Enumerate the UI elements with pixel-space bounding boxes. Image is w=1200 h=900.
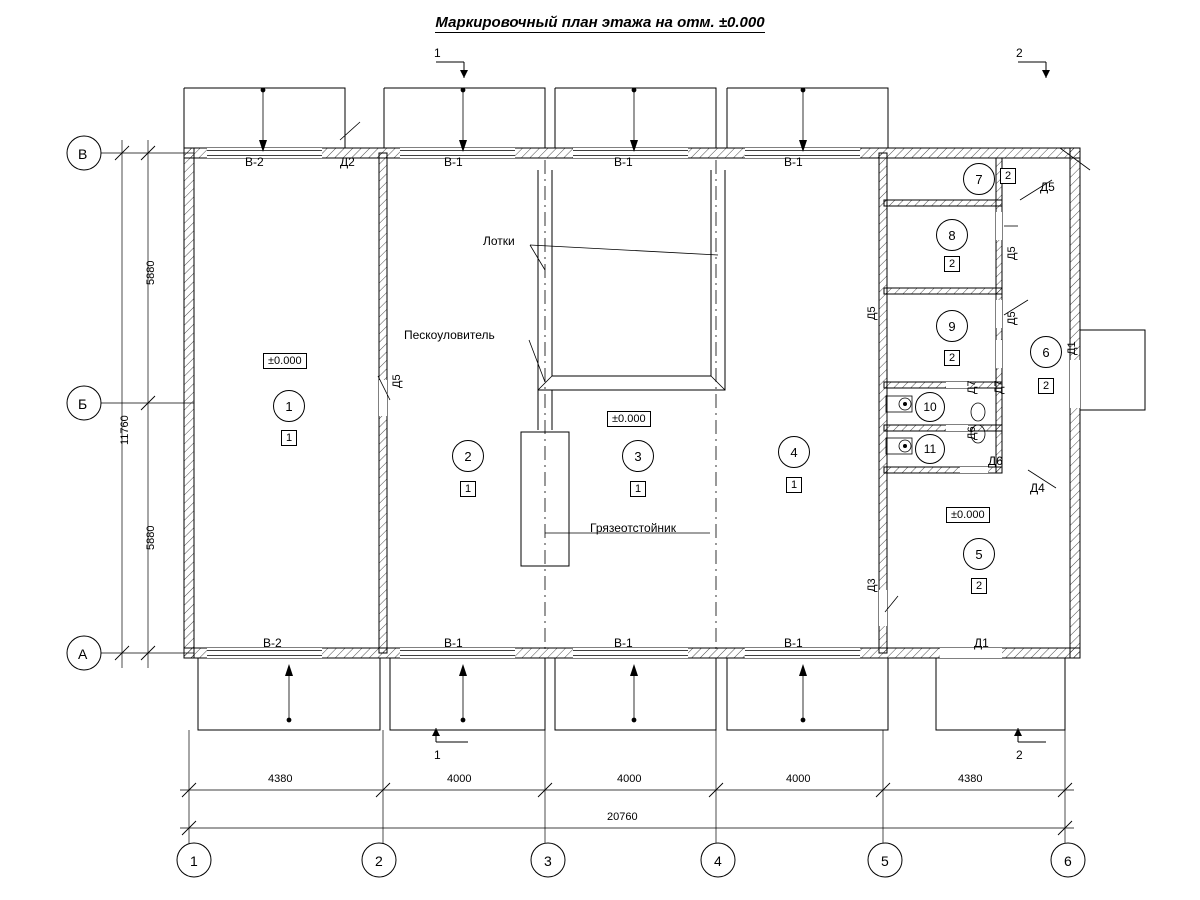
door-d5-axis: Д5 bbox=[391, 374, 403, 388]
room-9-finish: 2 bbox=[944, 350, 960, 366]
door-d1-right: Д1 bbox=[1066, 341, 1078, 355]
door-d4: Д4 bbox=[1030, 481, 1045, 495]
door-d7-a: Д7 bbox=[966, 380, 978, 394]
dim-horizontal-total: 20760 bbox=[607, 811, 638, 823]
room-6-finish: 2 bbox=[1038, 378, 1054, 394]
door-d5-left-mid: Д5 bbox=[866, 306, 878, 320]
room-3-finish: 1 bbox=[630, 481, 646, 497]
dim-vertical-seg-1: 5880 bbox=[145, 525, 157, 550]
door-d6-a: Д6 bbox=[966, 426, 978, 440]
callout-gryazeotstoynik: Грязеотстойник bbox=[590, 521, 676, 535]
room-4-number: 4 bbox=[778, 436, 810, 468]
room-2-finish: 1 bbox=[460, 481, 476, 497]
room-9-number: 9 bbox=[936, 310, 968, 342]
door-d7-b: Д7 bbox=[993, 380, 1005, 394]
dim-horizontal-seg-1: 4000 bbox=[447, 773, 472, 785]
axis-label-v-0: В bbox=[78, 146, 88, 162]
door-d5-right-b: Д5 bbox=[1006, 311, 1018, 325]
window-label-bottom-3: В-1 bbox=[784, 636, 803, 650]
callout-peskoulovitel: Пескоуловитель bbox=[404, 328, 495, 342]
axis-label-v-1: Б bbox=[78, 396, 88, 412]
axis-label-h-0: 1 bbox=[190, 853, 198, 869]
room-7-number: 7 bbox=[963, 163, 995, 195]
room-6-number: 6 bbox=[1030, 336, 1062, 368]
door-d2: Д2 bbox=[340, 155, 355, 169]
window-label-top-1: В-1 bbox=[444, 155, 463, 169]
elevation-room-1: ±0.000 bbox=[263, 353, 307, 369]
room-3-number: 3 bbox=[622, 440, 654, 472]
section-mark-2-bottom: 2 bbox=[1016, 748, 1023, 762]
axis-label-v-2: А bbox=[78, 646, 88, 662]
window-label-bottom-1: В-1 bbox=[444, 636, 463, 650]
window-label-bottom-2: В-1 bbox=[614, 636, 633, 650]
dim-horizontal-seg-4: 4380 bbox=[958, 773, 983, 785]
room-2-number: 2 bbox=[452, 440, 484, 472]
dim-vertical-total: 11760 bbox=[119, 415, 131, 445]
section-mark-2-top: 2 bbox=[1016, 46, 1023, 60]
axis-label-h-4: 5 bbox=[881, 853, 889, 869]
room-7-finish: 2 bbox=[1000, 168, 1016, 184]
room-5-number: 5 bbox=[963, 538, 995, 570]
dim-horizontal-seg-3: 4000 bbox=[786, 773, 811, 785]
room-8-finish: 2 bbox=[944, 256, 960, 272]
door-d6-b: Д6 bbox=[988, 454, 1003, 468]
room-4-finish: 1 bbox=[786, 477, 802, 493]
axis-label-h-2: 3 bbox=[544, 853, 552, 869]
dim-horizontal-seg-0: 4380 bbox=[268, 773, 293, 785]
room-8-number: 8 bbox=[936, 219, 968, 251]
section-mark-1-top: 1 bbox=[434, 46, 441, 60]
door-d1-bottom: Д1 bbox=[974, 636, 989, 650]
window-label-top-3: В-1 bbox=[784, 155, 803, 169]
dim-vertical-seg-0: 5880 bbox=[145, 260, 157, 285]
axis-label-h-3: 4 bbox=[714, 853, 722, 869]
window-label-top-0: В-2 bbox=[245, 155, 264, 169]
dim-horizontal-seg-2: 4000 bbox=[617, 773, 642, 785]
elevation-room-3: ±0.000 bbox=[607, 411, 651, 427]
axis-label-h-1: 2 bbox=[375, 853, 383, 869]
callout-lotki: Лотки bbox=[483, 234, 515, 248]
room-10-number: 10 bbox=[915, 392, 945, 422]
room-11-number: 11 bbox=[915, 434, 945, 464]
section-mark-1-bottom: 1 bbox=[434, 748, 441, 762]
door-d5-right-a: Д5 bbox=[1006, 246, 1018, 260]
window-label-bottom-0: В-2 bbox=[263, 636, 282, 650]
room-1-finish: 1 bbox=[281, 430, 297, 446]
room-1-number: 1 bbox=[273, 390, 305, 422]
elevation-room-5: ±0.000 bbox=[946, 507, 990, 523]
window-label-top-2: В-1 bbox=[614, 155, 633, 169]
door-d5-top-right: Д5 bbox=[1040, 180, 1055, 194]
page-title: Маркировочный план этажа на отм. ±0.000 bbox=[435, 14, 765, 31]
axis-label-h-5: 6 bbox=[1064, 853, 1072, 869]
door-d3: Д3 bbox=[866, 578, 878, 592]
room-5-finish: 2 bbox=[971, 578, 987, 594]
